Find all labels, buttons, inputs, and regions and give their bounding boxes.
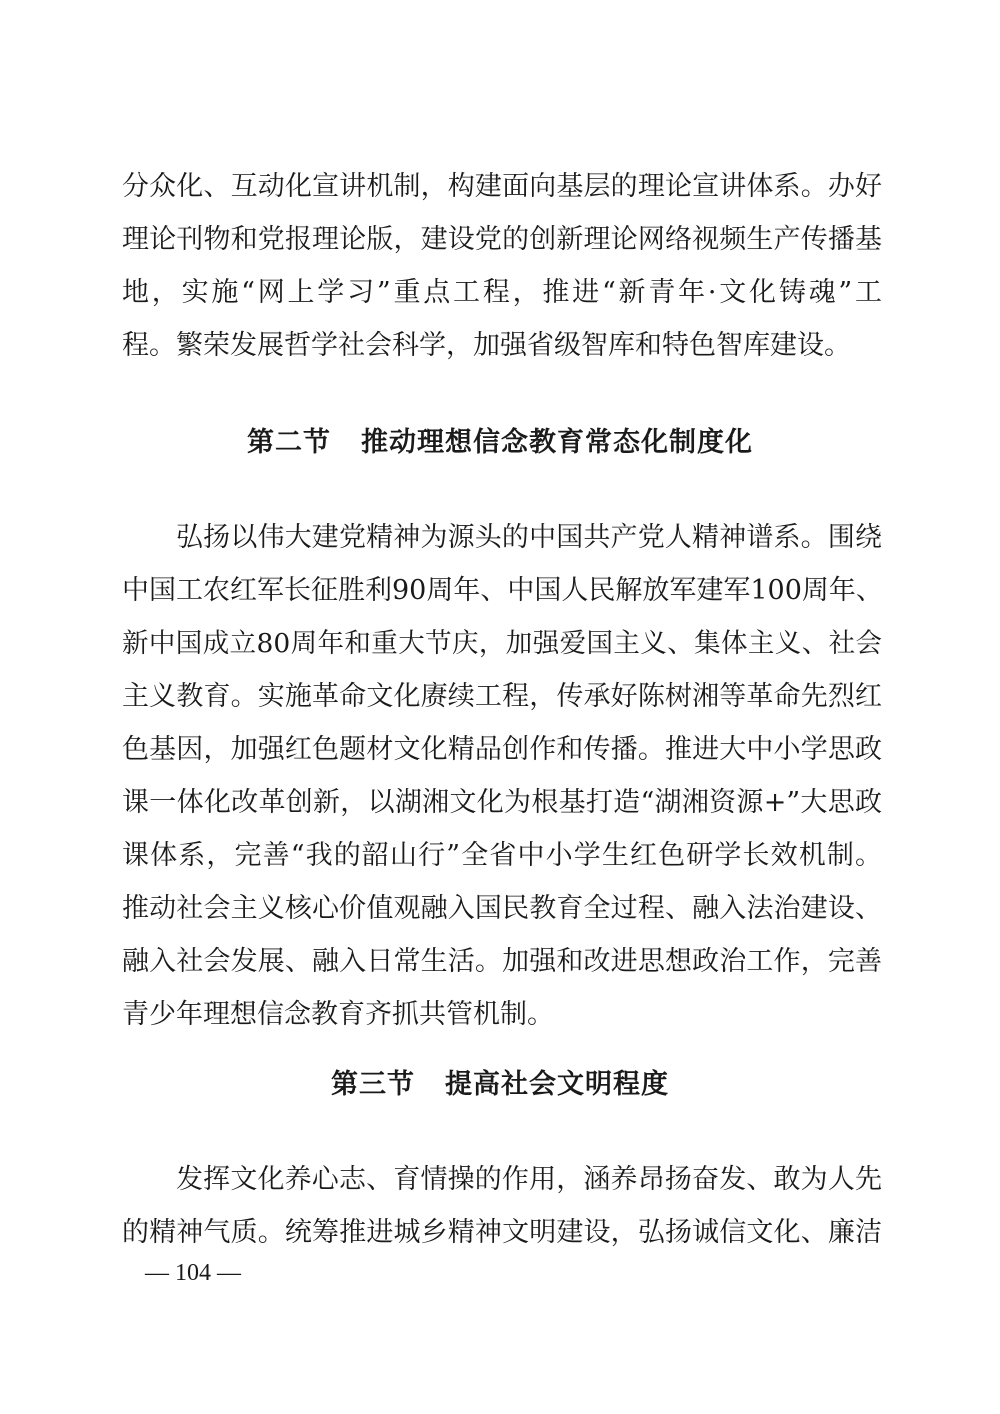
- text-line: 的精神气质。统筹推进城乡精神文明建设，弘扬诚信文化、廉洁: [122, 1217, 882, 1248]
- text-line: 程。繁荣发展哲学社会科学，加强省级智库和特色智库建设。: [122, 330, 851, 361]
- text-line: 课体系，完善“我的韶山行”全省中小学生红色研学长效机制。: [122, 840, 882, 871]
- section-heading-2: [0, 420, 1000, 459]
- paragraph-section-2: [122, 511, 882, 1041]
- text-line: 地，实施“网上学习”重点工程，推进“新青年·文化铸魂”工: [122, 277, 882, 308]
- paragraph-section-3: [122, 1153, 882, 1259]
- text-line: 主义教育。实施革命文化赓续工程，传承好陈树湘等革命先烈红: [122, 681, 882, 712]
- section-heading-3: [0, 1062, 1000, 1101]
- section-title: 推动理想信念教育常态化制度化: [361, 427, 753, 458]
- section-number: 第三节: [331, 1069, 415, 1100]
- page-number: — 104 —: [145, 1260, 241, 1286]
- text-line: 理论刊物和党报理论版，建设党的创新理论网络视频生产传播基: [122, 224, 882, 255]
- text-line: 推动社会主义核心价值观融入国民教育全过程、融入法治建设、: [122, 893, 882, 924]
- paragraph-continuation: [122, 160, 882, 372]
- text-line: 课一体化改革创新，以湖湘文化为根基打造“湖湘资源+”大思政: [122, 787, 882, 818]
- text-line: 中国工农红军长征胜利90周年、中国人民解放军建军100周年、: [122, 575, 883, 606]
- text-line: 新中国成立80周年和重大节庆，加强爱国主义、集体主义、社会: [122, 628, 882, 659]
- section-title: 提高社会文明程度: [445, 1069, 669, 1100]
- text-line: 弘扬以伟大建党精神为源头的中国共产党人精神谱系。围绕: [176, 522, 882, 553]
- section-number: 第二节: [247, 427, 331, 458]
- text-line: 分众化、互动化宣讲机制，构建面向基层的理论宣讲体系。办好: [122, 171, 882, 202]
- text-line: 发挥文化养心志、育情操的作用，涵养昂扬奋发、敢为人先: [176, 1164, 882, 1195]
- text-line: 融入社会发展、融入日常生活。加强和改进思想政治工作，完善: [122, 946, 882, 977]
- text-line: 色基因，加强红色题材文化精品创作和传播。推进大中小学思政: [122, 734, 882, 765]
- text-line: 青少年理想信念教育齐抓共管机制。: [122, 999, 554, 1030]
